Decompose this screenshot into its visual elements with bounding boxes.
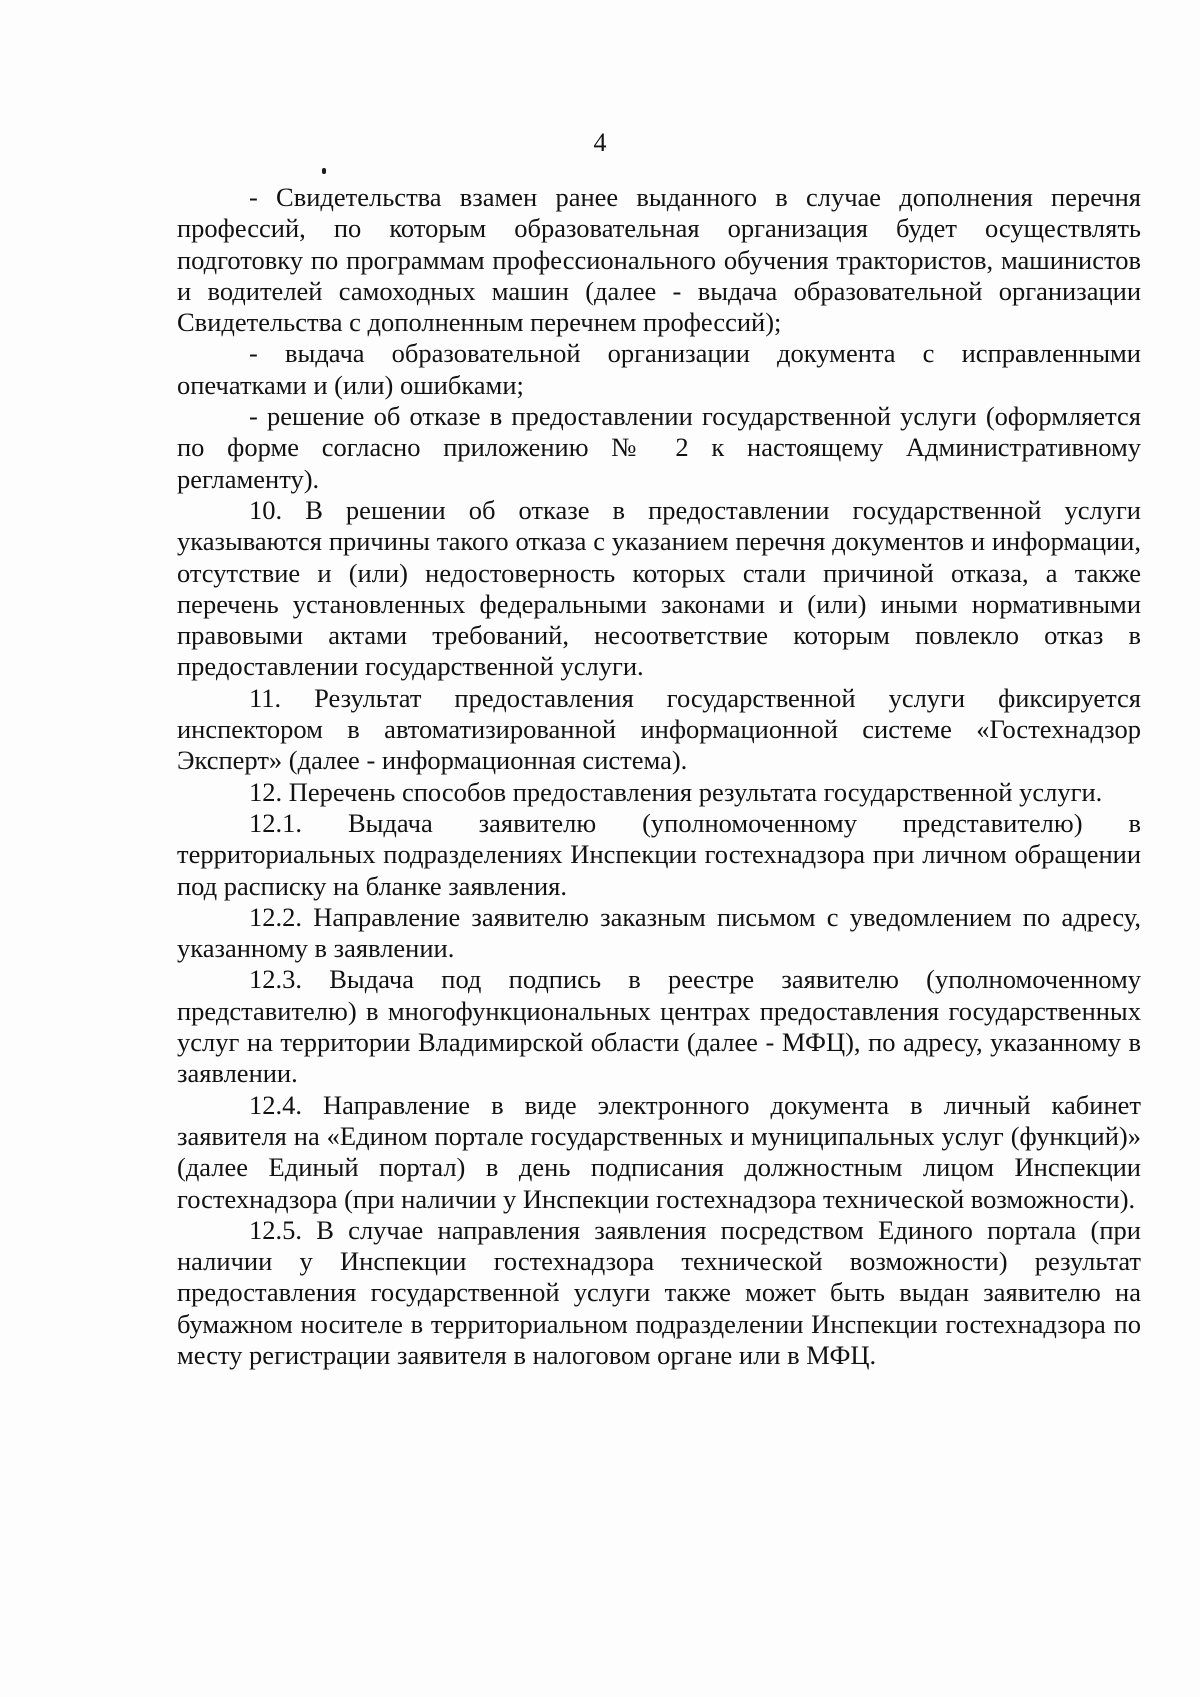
paragraph-refusal-decision: - решение об отказе в предоставлении государственной услуги (оформляется по форме согласно приложению № 2 к настоящему Административному регламенту). (177, 401, 1141, 494)
paragraph-12-5: 12.5. В случае направления заявления посредством Единого портала (при наличии у Инспекции гостехнадзора технической возможности) результат предоставления государственной услуги также может быть выдан заявителю на бумажном носителе в территориальном подразделении Инспекции гостехнадзора по месту регистрации заявителя в налоговом органе или в МФЦ. (177, 1214, 1141, 1370)
paragraph-12-4: 12.4. Направление в виде электронного документа в личный кабинет заявителя на «Едином портале государственных и муниципальных услуг (функций)» (далее Единый портал) в день подписания должностным лицом Инспекции гостехнадзора (при наличии у Инспекции гостехнадзора технической возможности). (177, 1089, 1141, 1214)
paragraph-12-2: 12.2. Направление заявителю заказным письмом с уведомлением по адресу, указанному в заявлении. (177, 901, 1141, 964)
paragraph-10: 10. В решении об отказе в предоставлении государственной услуги указываются причины такого отказа с указанием перечня документов и информации, отсутствие и (или) недостоверность которых стали причиной отказа, а также перечень установленных федеральными законами и (или) иными нормативными правовыми актами требований, несоответствие которым повлекло отказ в предоставлении государственной услуги. (177, 494, 1141, 682)
document-body (177, 182, 1141, 1371)
paragraph-12-1: 12.1. Выдача заявителю (уполномоченному представителю) в территориальных подразделениях Инспекции гостехнадзора при личном обращении под расписку на бланке заявления. (177, 807, 1141, 901)
page-number: 4 (593, 128, 607, 157)
paragraph-12: 12. Перечень способов предоставления результата государственной услуги. (249, 776, 1103, 807)
paragraph-11: 11. Результат предоставления государственной услуги фиксируется инспектором в автоматизированной информационной системе «Гостехнадзор Эксперт» (далее - информационная система). (177, 682, 1141, 776)
paragraph-12-3: 12.3. Выдача под подпись в реестре заявителю (уполномоченному представителю) в многофункциональных центрах предоставления государственных услуг на территории Владимирской области (далее - МФЦ), по адресу, указанному в заявлении. (177, 964, 1141, 1089)
paragraph-certificate-replacement: - Свидетельства взамен ранее выданного в случае дополнения перечня профессий, по которым образовательная организация будет осуществлять подготовку по программам профессионального обучения трактористов, машинистов и водителей самоходных машин (далее - выдача образовательной организации Свидетельства с дополненным перечнем профессий); (177, 182, 1141, 338)
scan-speck (322, 168, 326, 174)
paragraph-corrected-document: - выдача образовательной организации документа с исправленными опечатками и (или) ошибками; (177, 338, 1141, 400)
